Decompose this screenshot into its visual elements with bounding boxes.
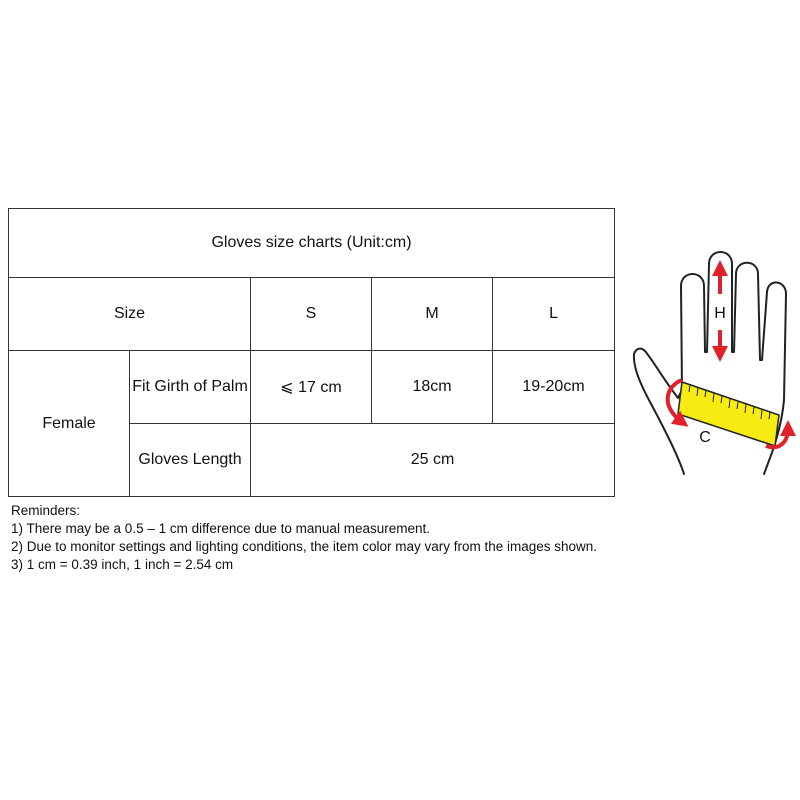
reminder-item: 1) There may be a 0.5 – 1 cm difference due to manual measurement. xyxy=(11,521,430,536)
reminder-item: 2) Due to monitor settings and lighting conditions, the item color may vary from the images shown. xyxy=(11,539,598,554)
gloves-length-label: Gloves Length xyxy=(130,424,251,497)
gloves-length-value: 25 cm xyxy=(251,424,615,497)
size-s-header: S xyxy=(251,278,372,351)
hand-measurement-diagram xyxy=(626,250,798,498)
reminders-heading: Reminders: xyxy=(11,503,81,518)
palm-girth-s: ⩽ 17 cm xyxy=(251,351,372,424)
reminder-item: 3) 1 cm = 0.39 inch, 1 inch = 2.54 cm xyxy=(11,557,234,572)
palm-girth-l: 19-20cm xyxy=(493,351,615,424)
girth-label: C xyxy=(699,429,711,446)
palm-girth-m: 18cm xyxy=(372,351,493,424)
size-m-header: M xyxy=(372,278,493,351)
height-label: H xyxy=(714,305,726,322)
size-l-header: L xyxy=(493,278,615,351)
table-title: Gloves size charts (Unit:cm) xyxy=(9,209,615,278)
size-header: Size xyxy=(9,278,251,351)
female-group-label: Female xyxy=(9,351,130,497)
reminders xyxy=(11,502,611,574)
size-chart-table xyxy=(8,208,615,497)
palm-girth-label: Fit Girth of Palm xyxy=(130,351,251,424)
